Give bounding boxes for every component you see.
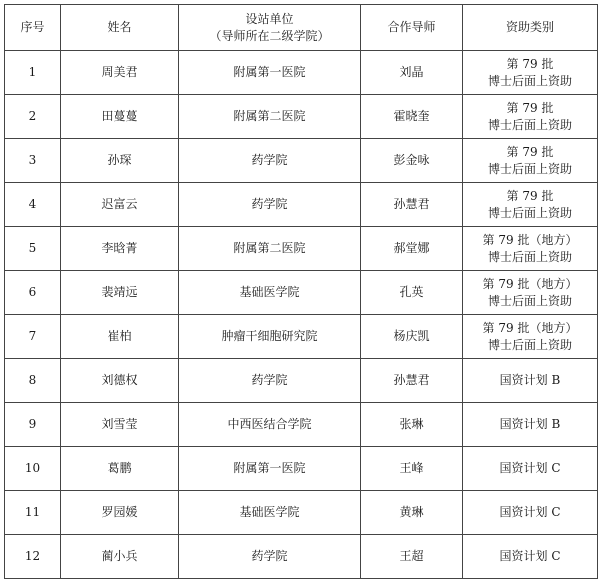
cell-index: 2	[5, 95, 61, 139]
cell-name: 周美君	[61, 51, 179, 95]
cell-supervisor: 王超	[361, 535, 463, 579]
cell-index: 12	[5, 535, 61, 579]
cell-funding	[463, 139, 598, 183]
funding-line2: 博士后面上资助	[487, 161, 572, 176]
cell-unit: 药学院	[179, 183, 361, 227]
header-unit-line2: （导师所在二级学院）	[209, 28, 330, 43]
cell-supervisor: 张琳	[361, 403, 463, 447]
cell-unit: 药学院	[179, 359, 361, 403]
funding-line1: 第 79 批（地方）	[482, 320, 578, 335]
funding-line2: 博士后面上资助	[487, 249, 572, 264]
funding-line2: 博士后面上资助	[487, 293, 572, 308]
header-index: 序号	[5, 5, 61, 51]
cell-name: 裴靖远	[61, 271, 179, 315]
cell-supervisor: 杨庆凯	[361, 315, 463, 359]
table-row	[5, 271, 598, 315]
funding-line1: 第 79 批	[506, 188, 554, 203]
cell-index: 7	[5, 315, 61, 359]
table-row	[5, 491, 598, 535]
cell-index: 4	[5, 183, 61, 227]
cell-supervisor: 王峰	[361, 447, 463, 491]
cell-funding	[463, 315, 598, 359]
cell-index: 11	[5, 491, 61, 535]
funding-line1: 国资计划 C	[499, 461, 561, 475]
cell-name: 迟富云	[61, 183, 179, 227]
funding-line1: 第 79 批	[506, 100, 554, 115]
cell-funding	[463, 359, 598, 403]
funding-line1: 国资计划 C	[499, 505, 561, 519]
cell-funding	[463, 95, 598, 139]
cell-index: 5	[5, 227, 61, 271]
table-row	[5, 535, 598, 579]
header-funding: 资助类别	[463, 5, 598, 51]
cell-unit: 药学院	[179, 139, 361, 183]
cell-unit: 中西医结合学院	[179, 403, 361, 447]
cell-supervisor: 郝堂娜	[361, 227, 463, 271]
funding-line2: 博士后面上资助	[487, 337, 572, 352]
cell-name: 崔柏	[61, 315, 179, 359]
cell-index: 6	[5, 271, 61, 315]
cell-name: 刘德权	[61, 359, 179, 403]
cell-index: 9	[5, 403, 61, 447]
cell-unit: 基础医学院	[179, 491, 361, 535]
table-header-row	[5, 5, 598, 51]
cell-supervisor: 刘晶	[361, 51, 463, 95]
table-row	[5, 315, 598, 359]
cell-funding	[463, 403, 598, 447]
funding-line2: 博士后面上资助	[487, 73, 572, 88]
funding-line1: 国资计划 C	[499, 549, 561, 563]
table-row	[5, 227, 598, 271]
cell-index: 3	[5, 139, 61, 183]
header-unit	[179, 5, 361, 51]
cell-name: 孙琛	[61, 139, 179, 183]
funding-line1: 第 79 批	[506, 56, 554, 71]
cell-index: 8	[5, 359, 61, 403]
table-row	[5, 139, 598, 183]
table-row	[5, 183, 598, 227]
header-supervisor: 合作导师	[361, 5, 463, 51]
table-row	[5, 403, 598, 447]
table-row	[5, 51, 598, 95]
cell-funding	[463, 535, 598, 579]
table-row	[5, 447, 598, 491]
cell-unit: 附属第一医院	[179, 447, 361, 491]
cell-unit: 附属第二医院	[179, 227, 361, 271]
cell-index: 10	[5, 447, 61, 491]
cell-unit: 附属第一医院	[179, 51, 361, 95]
cell-supervisor: 霍晓奎	[361, 95, 463, 139]
cell-supervisor: 彭金咏	[361, 139, 463, 183]
cell-funding	[463, 227, 598, 271]
postdoc-funding-table	[4, 4, 598, 579]
header-name: 姓名	[61, 5, 179, 51]
cell-index: 1	[5, 51, 61, 95]
cell-name: 李晗菁	[61, 227, 179, 271]
cell-unit: 肿瘤干细胞研究院	[179, 315, 361, 359]
cell-supervisor: 孔英	[361, 271, 463, 315]
cell-supervisor: 黄琳	[361, 491, 463, 535]
cell-funding	[463, 447, 598, 491]
funding-line2: 博士后面上资助	[487, 205, 572, 220]
cell-name: 罗园媛	[61, 491, 179, 535]
cell-supervisor: 孙慧君	[361, 359, 463, 403]
cell-funding	[463, 183, 598, 227]
cell-name: 刘雪莹	[61, 403, 179, 447]
table-row	[5, 95, 598, 139]
cell-name: 葛鹏	[61, 447, 179, 491]
cell-unit: 基础医学院	[179, 271, 361, 315]
cell-name: 田蔓蔓	[61, 95, 179, 139]
cell-name: 蔺小兵	[61, 535, 179, 579]
cell-supervisor: 孙慧君	[361, 183, 463, 227]
funding-line1: 第 79 批	[506, 144, 554, 159]
funding-line1: 第 79 批（地方）	[482, 232, 578, 247]
cell-unit: 附属第二医院	[179, 95, 361, 139]
funding-line1: 国资计划 B	[499, 417, 561, 431]
table-row	[5, 359, 598, 403]
table-body	[5, 51, 598, 579]
cell-funding	[463, 491, 598, 535]
cell-funding	[463, 271, 598, 315]
cell-funding	[463, 51, 598, 95]
funding-line1: 国资计划 B	[499, 373, 561, 387]
cell-unit: 药学院	[179, 535, 361, 579]
header-unit-line1: 设站单位	[245, 11, 294, 26]
funding-line1: 第 79 批（地方）	[482, 276, 578, 291]
funding-line2: 博士后面上资助	[487, 117, 572, 132]
